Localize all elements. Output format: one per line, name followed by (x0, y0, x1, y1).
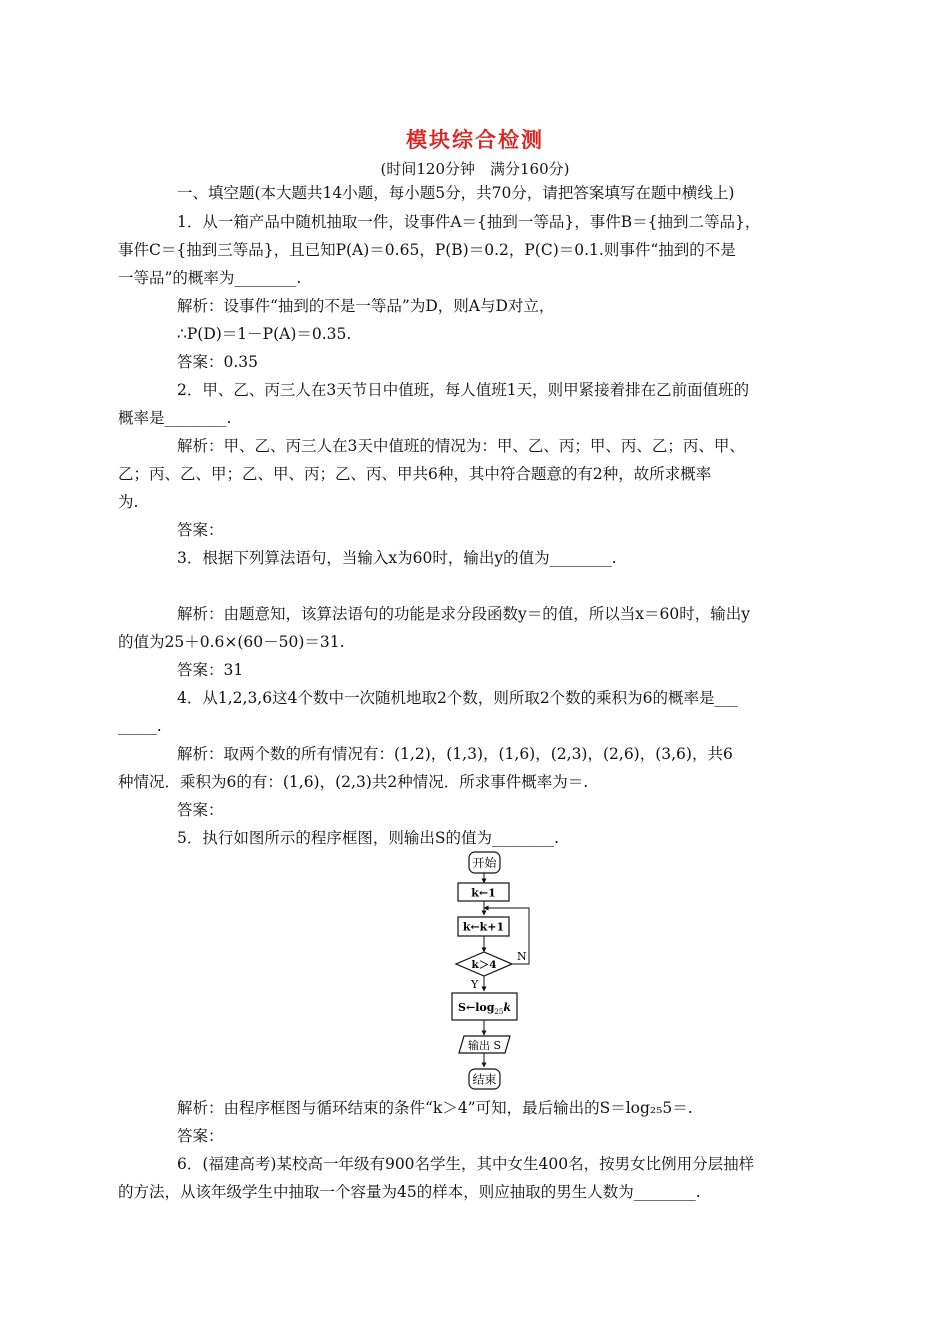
program-flowchart (440, 848, 540, 1092)
q4-answer: 答案： (177, 801, 224, 819)
flowchart-assign-label (458, 1001, 511, 1016)
flowchart-step-label: k←k+1 (462, 920, 505, 934)
q2-line2: 概率是________. (118, 409, 232, 427)
q2-solution-2: 乙；丙、乙、甲；乙、甲、丙；乙、丙、甲共6种，其中符合题意的有2种，故所求概率 (118, 465, 712, 483)
q4-solution-1: 解析：取两个数的所有情况有：(1,2)，(1,3)，(1,6)，(2,3)，(2,6)，(3,6)，共6 (177, 745, 733, 763)
flowchart-yes-label: Y (471, 978, 479, 991)
flowchart-assign-subscript: 25 (494, 1008, 504, 1016)
flowchart-assign-main: S←log (458, 1001, 495, 1014)
q6-line2: 的方法，从该年级学生中抽取一个容量为45的样本，则应抽取的男生人数为________. (118, 1183, 701, 1201)
flowchart-end-label: 结束 (472, 1072, 497, 1087)
q5-answer: 答案： (177, 1127, 224, 1145)
q3-line1: 3．根据下列算法语句，当输入x为60时，输出y的值为________. (177, 549, 617, 567)
q4-line1: 4．从1,2,3,6这4个数中一次随机地取2个数，则所取2个数的乘积为6的概率是___ (177, 689, 738, 707)
q5-solution-1: 解析：由程序框图与循环结束的条件“k＞4”可知，最后输出的S＝log₂₅5＝. (177, 1099, 693, 1117)
q1-answer: 答案：0.35 (177, 353, 259, 371)
section-heading: 一、填空题(本大题共14小题，每小题5分，共70分，请把答案填写在题中横线上) (177, 184, 735, 202)
q3-solution-2: 的值为25＋0.6×(60－50)＝31. (118, 633, 345, 651)
flowchart-output-label: 输出 S (467, 1039, 502, 1052)
page-title: 模块综合检测 (406, 128, 544, 152)
q4-solution-2: 种情况．乘积为6的有：(1,6)，(2,3)共2种情况．所求事件概率为＝. (118, 773, 589, 791)
q1-solution-1: 解析：设事件“抽到的不是一等品”为D，则A与D对立， (177, 297, 555, 315)
flowchart-no-label: N (517, 950, 527, 963)
flowchart-start-label: 开始 (472, 856, 497, 870)
q2-answer: 答案： (177, 521, 224, 539)
exam-subtitle: (时间120分钟 满分160分) (380, 160, 570, 178)
q2-solution-1: 解析：甲、乙、丙三人在3天中值班的情况为：甲、乙、丙；甲、丙、乙；丙、甲、 (177, 437, 745, 455)
flowchart-condition-label: k＞4 (471, 959, 497, 971)
q3-answer: 答案：31 (177, 661, 244, 679)
flowchart-assign-k: k (503, 1001, 511, 1014)
q6-line1: 6．(福建高考)某校高一年级有900名学生，其中女生400名，按男女比例用分层抽样 (177, 1155, 755, 1173)
q2-solution-3: 为. (118, 493, 139, 511)
q2-line1: 2．甲、乙、丙三人在3天节日中值班，每人值班1天，则甲紧接着排在乙前面值班的 (177, 381, 750, 399)
q1-line3: 一等品”的概率为________. (118, 269, 302, 287)
q1-line1: 1．从一箱产品中随机抽取一件，设事件A＝{抽到一等品}，事件B＝{抽到二等品}， (177, 213, 761, 231)
flowchart-init-label: k←1 (471, 886, 496, 900)
q4-line2: _____. (118, 717, 162, 735)
q5-line1: 5．执行如图所示的程序框图，则输出S的值为________. (177, 829, 559, 847)
q1-line2: 事件C＝{抽到三等品}，且已知P(A)＝0.65，P(B)＝0.2，P(C)＝0.1.则事件“抽到的不是 (118, 241, 736, 259)
q1-solution-2: ∴P(D)＝1－P(A)＝0.35. (177, 325, 352, 343)
q3-solution-1: 解析：由题意知，该算法语句的功能是求分段函数y＝的值，所以当x＝60时，输出y (177, 605, 750, 623)
